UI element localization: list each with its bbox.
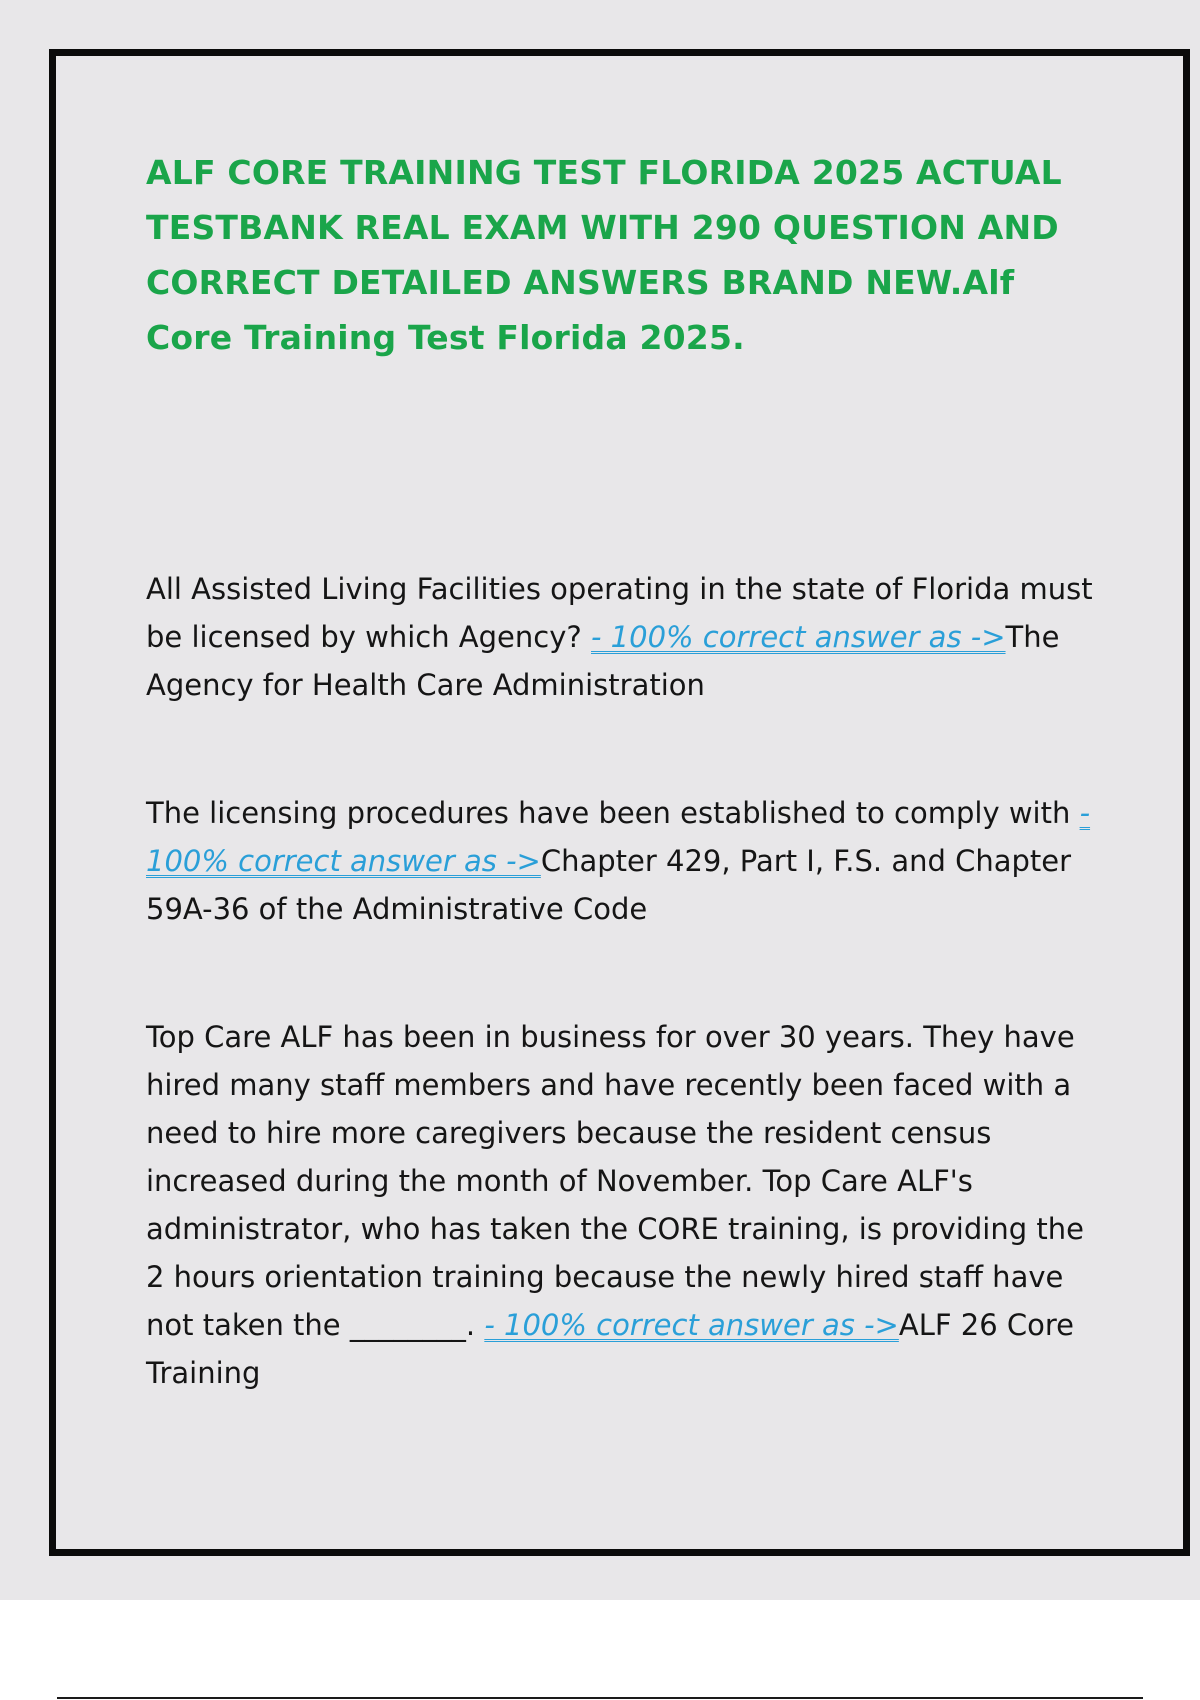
answer-link[interactable]: - 100% correct answer as -> <box>146 796 1091 878</box>
question-item-2 <box>146 789 1106 933</box>
answer-text: Chapter 429, Part I, F.S. and Chapter 59A-36 of the Administrative Code <box>146 844 1072 926</box>
footer-rule <box>57 1697 1143 1699</box>
question-text: The licensing procedures have been established to comply with <box>146 796 1080 830</box>
answer-text: ALF 26 Core Training <box>146 1308 1074 1390</box>
answer-link[interactable]: - 100% correct answer as -> <box>484 1308 899 1342</box>
answer-link[interactable]: - 100% correct answer as -> <box>591 620 1006 654</box>
question-item-3 <box>146 1013 1106 1397</box>
answer-text: The Agency for Health Care Administration <box>146 620 1060 702</box>
question-item-1 <box>146 565 1106 709</box>
document-title: ALF CORE TRAINING TEST FLORIDA 2025 ACTUAL TESTBANK REAL EXAM WITH 290 QUESTION AND CORRECT DETAILED ANSWERS BRAND NEW.Alf Core Training Test Florida 2025. <box>146 153 1062 357</box>
question-text: Top Care ALF has been in business for over 30 years. They have hired many staff members and have recently been faced with a need to hire more caregivers because the resident census increased during the month of November. Top Care ALF's administrator, who has taken the CORE training, is providing the 2 hours orientation training because the newly hired staff have not taken the ________. <box>146 1020 1084 1342</box>
question-text: All Assisted Living Facilities operating in the state of Florida must be licensed by which Agency? <box>146 572 1093 654</box>
